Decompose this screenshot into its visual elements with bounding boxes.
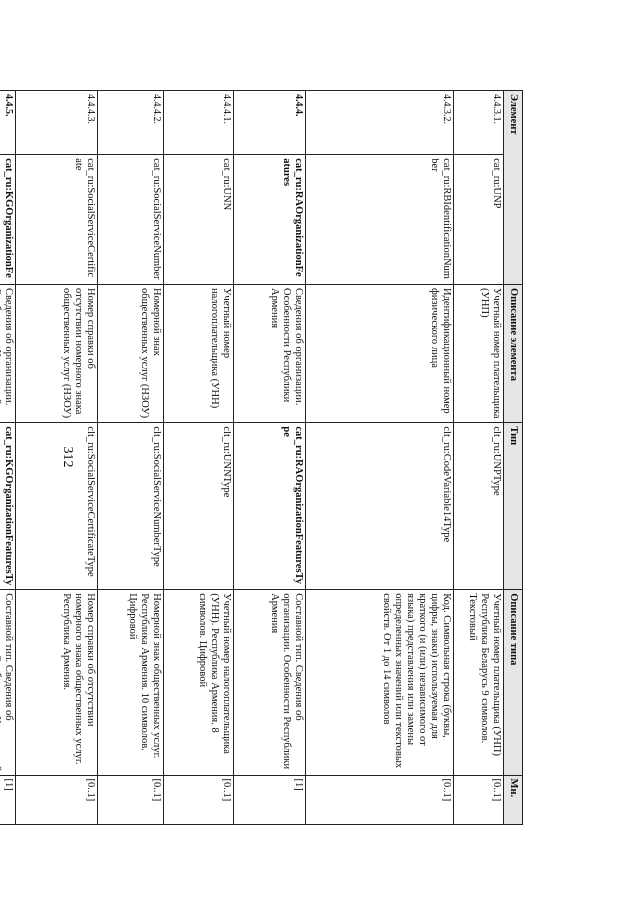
row-type: clt_ru:UNNType [163, 423, 233, 590]
row-number: 4.4.3.1. [453, 91, 503, 155]
row-type: clt_ru:UNPType [453, 423, 503, 590]
row-multiplicity: [1] [0, 775, 15, 824]
row-multiplicity: [0..1] [305, 775, 453, 824]
row-type: clt_ru:SocialServiceNumberType [97, 423, 163, 590]
row-type-description: Составной тип. Сведения об организации. Особенности Республики Армения [233, 590, 305, 775]
row-element-description: Идентификационный номер физического лица [305, 284, 453, 422]
row-multiplicity: [0..1] [453, 775, 503, 824]
table-row [0, 91, 15, 825]
row-type-description: Составной тип. Сведения об [0, 590, 15, 775]
row-element-description: Учетный номер налогоплательщика (УНН) [163, 284, 233, 422]
row-element: cat_ru:SocialServiceCertificate [15, 155, 97, 285]
row-element-description: Сведения об организации. Особенности Республики Армения [233, 284, 305, 422]
row-element: cat_ru:RAOrganizationFeatures [233, 155, 305, 285]
row-element: cat_ru:UNN [163, 155, 233, 285]
header-element: Элемент [503, 91, 522, 285]
row-type: clt_ru:SocialServiceCertificateType [15, 423, 97, 590]
row-type: clt_ru:CodeVariable14Type [305, 423, 453, 590]
header-type-description: Описание типа [503, 590, 522, 775]
row-number: 4.4.5. [0, 91, 15, 155]
row-element: cat_ru:UNP [453, 155, 503, 285]
header-element-description: Описание элемента [503, 284, 522, 422]
row-type-description: Учетный номер плательщика (УНП) Республика Беларусь 9 символов. Текстовый [453, 590, 503, 775]
row-element-description: Номерной знак общественных услуг (НЗОУ) [97, 284, 163, 422]
page-number: 312 [60, 446, 75, 468]
table-row [97, 91, 163, 825]
row-multiplicity: [1] [233, 775, 305, 824]
table-row [453, 91, 503, 825]
header-type: Тип [503, 423, 522, 590]
row-number: 4.4.4.3. [15, 91, 97, 155]
table-row [233, 91, 305, 825]
row-number: 4.4.4.2. [97, 91, 163, 155]
row-type-description: Код. Символьная строка (буквы, цифры, знаки) используемая для краткого (и (или) независимого от языка) представления или замены определенных значений или текстовых свойств. От 1 до 14 символов [305, 590, 453, 775]
row-multiplicity: [0..1] [163, 775, 233, 824]
row-number: 4.4.4.1. [163, 91, 233, 155]
table-row [163, 91, 233, 825]
row-element: cat_ru:SocialServiceNumber [97, 155, 163, 285]
row-type-description: Номерной знак общественных услуг. Республика Армения. 10 символов. Цифровой [97, 590, 163, 775]
row-type-description: Номер справки об отсутствии номерного знака общественных услуг. Республика Армения. [15, 590, 97, 775]
row-multiplicity: [0..1] [97, 775, 163, 824]
row-type-description: Учетный номер налогоплательщика (УНН). Республика Армения. 8 символов. Цифровой [163, 590, 233, 775]
row-element-description: Учетный номер плательщика (УНП) [453, 284, 503, 422]
row-number: 4.4.4. [233, 91, 305, 155]
row-element: cat_ru:RBIdentificationNumber [305, 155, 453, 285]
header-multiplicity: Мн. [503, 775, 522, 824]
row-multiplicity: [0..1] [15, 775, 97, 824]
table-header-row [503, 91, 522, 825]
row-element-description: Номер справки об отсутствии номерного знака общественных услуг (НЗОУ) [15, 284, 97, 422]
specification-table [0, 90, 523, 825]
row-type: cat_ru:KGOrganizationFeaturesTy [0, 423, 15, 590]
table-row [305, 91, 453, 825]
table-row [15, 91, 97, 825]
row-element: cat_ru:KGOrganizationFe [0, 155, 15, 285]
row-element-description: Сведения об организации. [0, 284, 15, 422]
row-number: 4.4.3.2. [305, 91, 453, 155]
row-type: cat_ru:RAOrganizationFeaturesType [233, 423, 305, 590]
